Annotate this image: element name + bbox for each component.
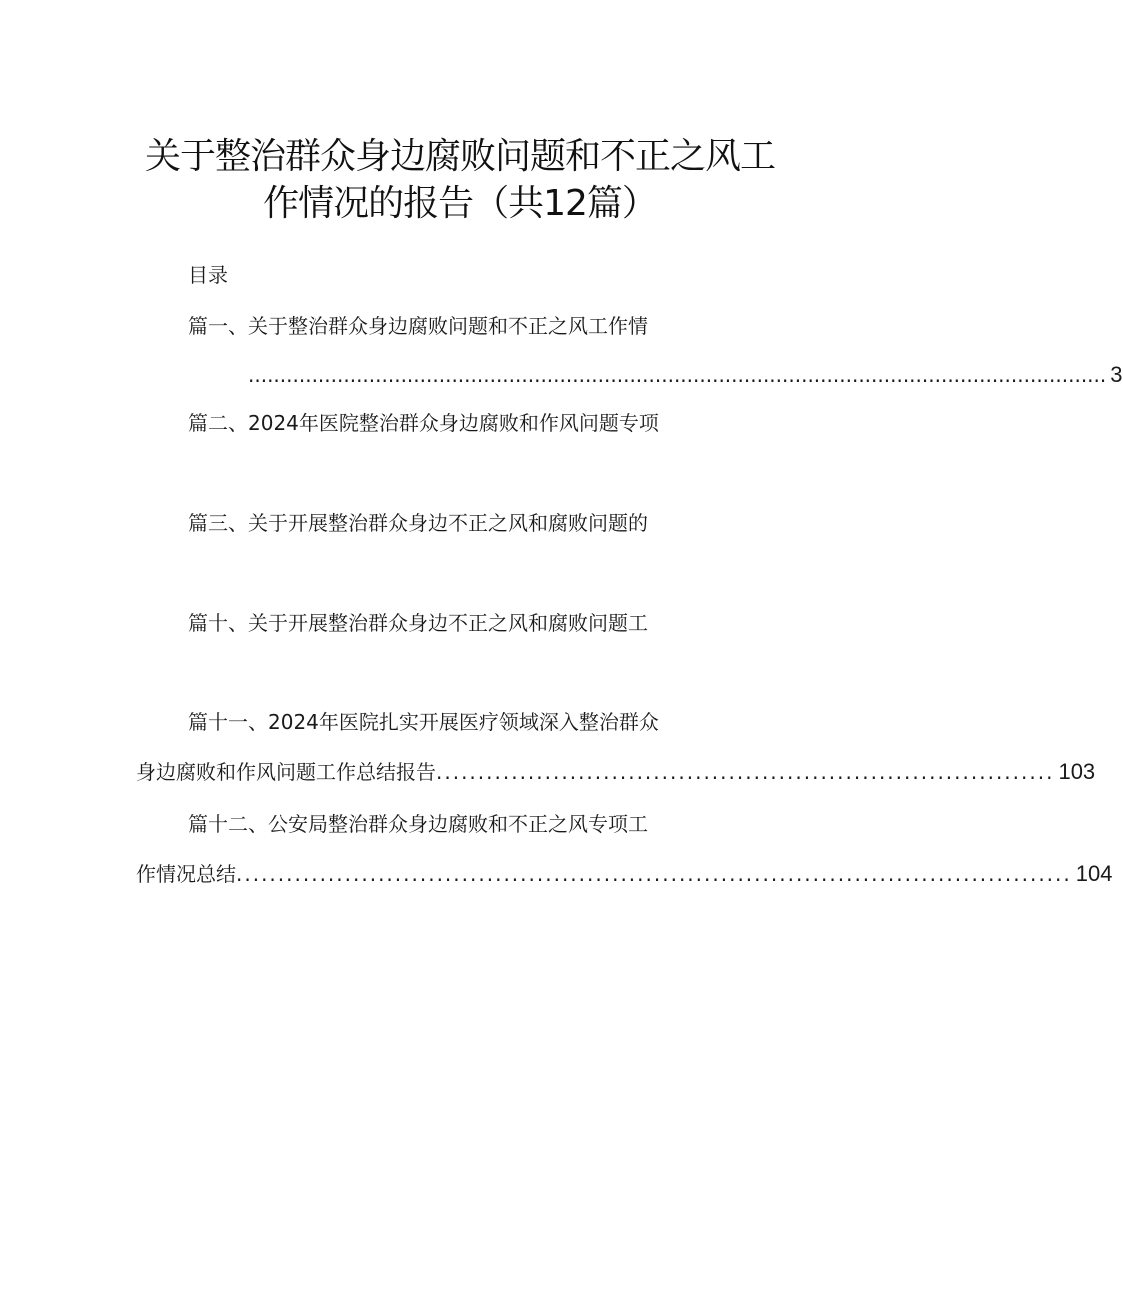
toc-entry-1-leader-row[interactable] <box>248 362 1123 388</box>
toc-entry-12-title[interactable]: 篇十二、公安局整治群众身边腐败和不正之风专项工 <box>188 812 648 836</box>
document-title-line-2: 作情况的报告（共12篇） <box>263 183 657 224</box>
dot-leader: ....................................................................................................................................... <box>248 363 1107 387</box>
dot-leader: .................................................................................................... <box>236 862 1072 886</box>
toc-entry-12-leader-row[interactable] <box>136 861 1113 887</box>
toc-entry-1-title[interactable]: 篇一、关于整治群众身边腐败问题和不正之风工作情 <box>188 314 648 338</box>
dot-leader: .......................................................................... <box>436 760 1055 784</box>
document-title-line-1: 关于整治群众身边腐败问题和不正之风工 <box>144 136 775 177</box>
toc-entry-3-title[interactable]: 篇三、关于开展整治群众身边不正之风和腐败问题的 <box>188 511 648 535</box>
toc-entry-11-title[interactable]: 篇十一、2024年医院扎实开展医疗领域深入整治群众 <box>188 710 659 734</box>
toc-entry-1-page-number: 3 <box>1110 362 1123 387</box>
toc-entry-11-continuation: 身边腐败和作风问题工作总结报告 <box>136 760 436 784</box>
toc-entry-11-leader-row[interactable] <box>136 759 1096 785</box>
toc-entry-2-title[interactable]: 篇二、2024年医院整治群众身边腐败和作风问题专项 <box>188 411 659 435</box>
toc-heading: 目录 <box>188 263 228 287</box>
toc-entry-12-page-number: 104 <box>1075 861 1113 886</box>
toc-entry-12-continuation: 作情况总结 <box>136 862 236 886</box>
toc-entry-11-page-number: 103 <box>1058 759 1096 784</box>
toc-entry-10-title[interactable]: 篇十、关于开展整治群众身边不正之风和腐败问题工 <box>188 611 648 635</box>
